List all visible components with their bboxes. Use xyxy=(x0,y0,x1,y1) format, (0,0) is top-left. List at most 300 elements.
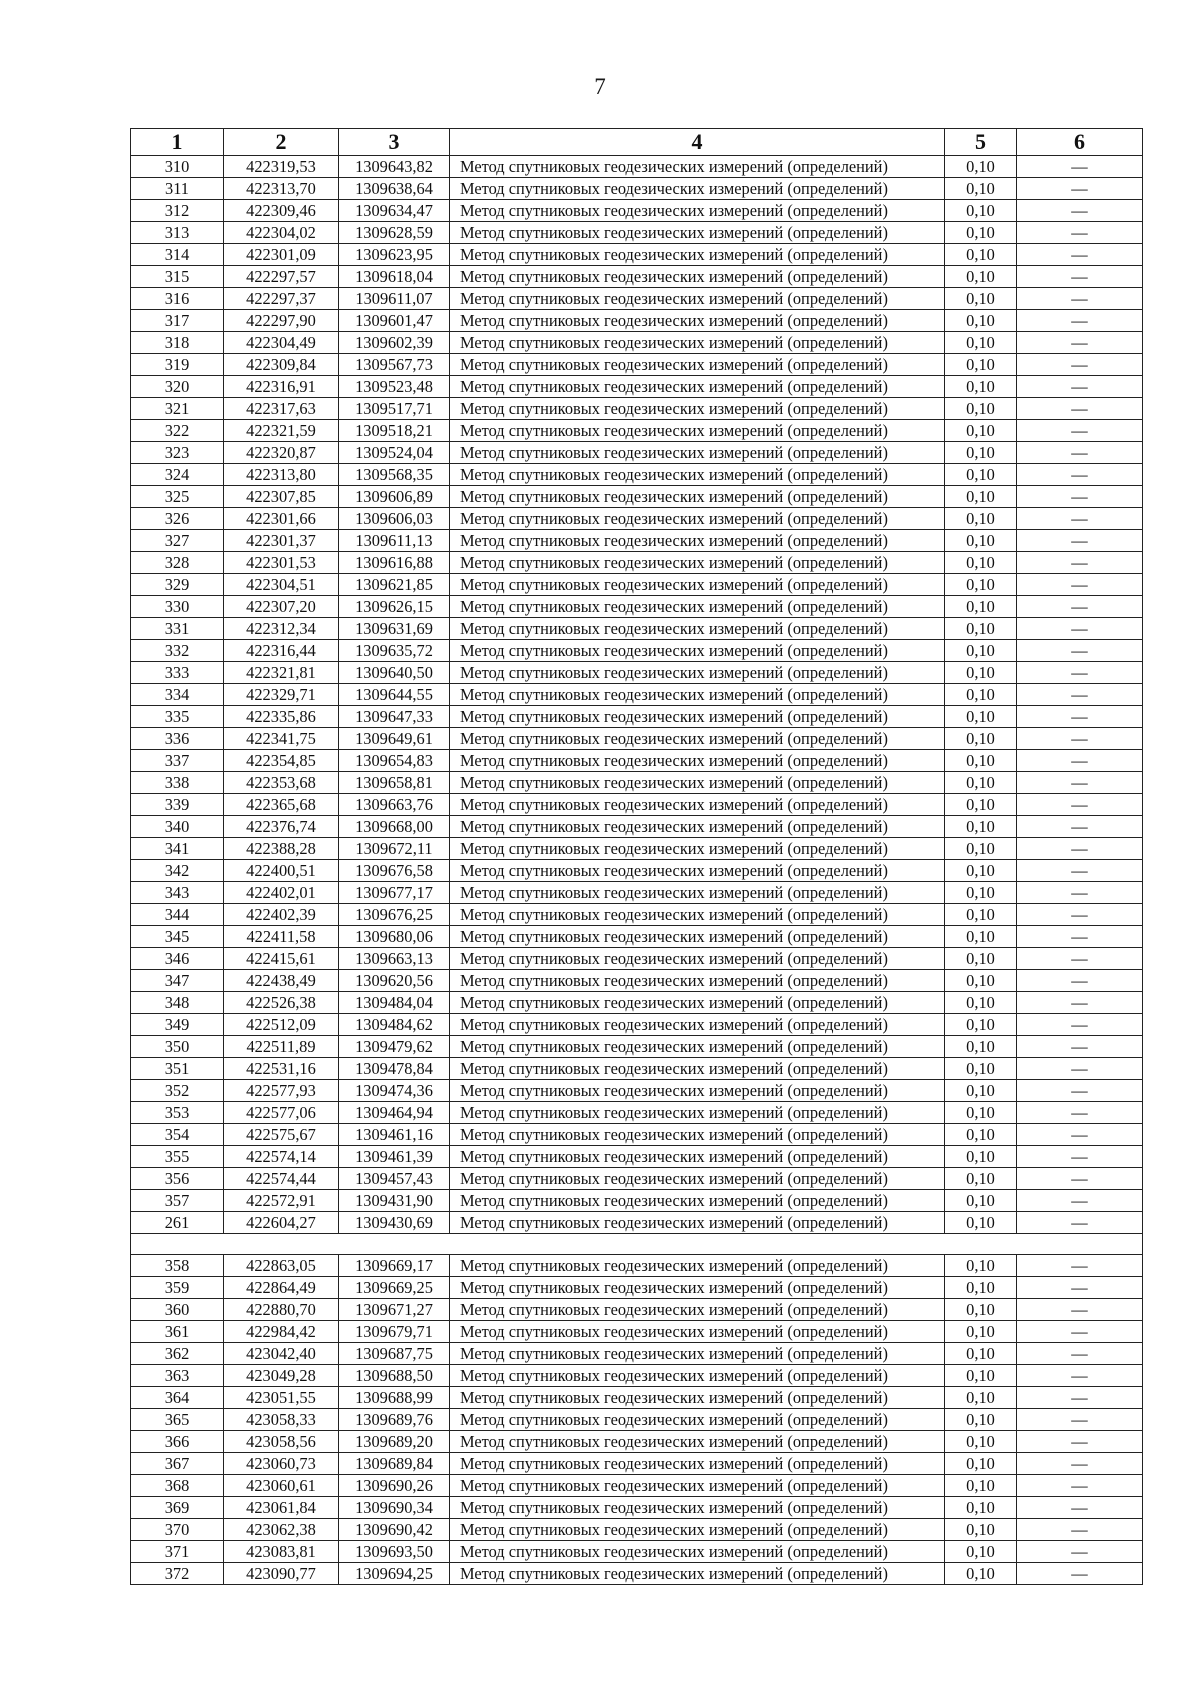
point-number-cell: 312 xyxy=(131,200,224,222)
y-coordinate-cell: 1309523,48 xyxy=(339,376,450,398)
description-cell: — xyxy=(1017,376,1143,398)
method-cell: Метод спутниковых геодезических измерений (определений) xyxy=(450,574,945,596)
point-number-cell: 365 xyxy=(131,1409,224,1431)
table-row xyxy=(131,1036,1143,1058)
description-cell: — xyxy=(1017,750,1143,772)
method-cell: Метод спутниковых геодезических измерений (определений) xyxy=(450,992,945,1014)
method-cell: Метод спутниковых геодезических измерений (определений) xyxy=(450,1299,945,1321)
description-cell: — xyxy=(1017,992,1143,1014)
table-row xyxy=(131,420,1143,442)
y-coordinate-cell: 1309649,61 xyxy=(339,728,450,750)
table-row xyxy=(131,1277,1143,1299)
method-cell: Метод спутниковых геодезических измерений (определений) xyxy=(450,882,945,904)
point-number-cell: 333 xyxy=(131,662,224,684)
y-coordinate-cell: 1309680,06 xyxy=(339,926,450,948)
x-coordinate-cell: 422297,90 xyxy=(224,310,339,332)
method-cell: Метод спутниковых геодезических измерений (определений) xyxy=(450,1431,945,1453)
method-cell: Метод спутниковых геодезических измерений (определений) xyxy=(450,1563,945,1585)
method-cell: Метод спутниковых геодезических измерений (определений) xyxy=(450,662,945,684)
point-number-cell: 261 xyxy=(131,1212,224,1234)
method-cell: Метод спутниковых геодезических измерений (определений) xyxy=(450,552,945,574)
table-row xyxy=(131,178,1143,200)
method-cell: Метод спутниковых геодезических измерений (определений) xyxy=(450,442,945,464)
table-row xyxy=(131,1431,1143,1453)
table-row xyxy=(131,1541,1143,1563)
description-cell: — xyxy=(1017,882,1143,904)
column-header: 6 xyxy=(1017,129,1143,156)
table-row xyxy=(131,1102,1143,1124)
y-coordinate-cell: 1309663,76 xyxy=(339,794,450,816)
accuracy-cell: 0,10 xyxy=(945,662,1017,684)
table-row xyxy=(131,794,1143,816)
point-number-cell: 320 xyxy=(131,376,224,398)
y-coordinate-cell: 1309689,20 xyxy=(339,1431,450,1453)
accuracy-cell: 0,10 xyxy=(945,354,1017,376)
accuracy-cell: 0,10 xyxy=(945,1299,1017,1321)
description-cell: — xyxy=(1017,1124,1143,1146)
x-coordinate-cell: 422574,44 xyxy=(224,1168,339,1190)
method-cell: Метод спутниковых геодезических измерений (определений) xyxy=(450,926,945,948)
x-coordinate-cell: 422526,38 xyxy=(224,992,339,1014)
point-number-cell: 322 xyxy=(131,420,224,442)
table-row xyxy=(131,1321,1143,1343)
x-coordinate-cell: 423090,77 xyxy=(224,1563,339,1585)
accuracy-cell: 0,10 xyxy=(945,772,1017,794)
table-body-group-a xyxy=(131,156,1143,1234)
accuracy-cell: 0,10 xyxy=(945,376,1017,398)
accuracy-cell: 0,10 xyxy=(945,1058,1017,1080)
point-number-cell: 344 xyxy=(131,904,224,926)
description-cell: — xyxy=(1017,1519,1143,1541)
x-coordinate-cell: 422316,44 xyxy=(224,640,339,662)
point-number-cell: 341 xyxy=(131,838,224,860)
method-cell: Метод спутниковых геодезических измерений (определений) xyxy=(450,244,945,266)
method-cell: Метод спутниковых геодезических измерений (определений) xyxy=(450,222,945,244)
description-cell: — xyxy=(1017,574,1143,596)
accuracy-cell: 0,10 xyxy=(945,266,1017,288)
x-coordinate-cell: 423083,81 xyxy=(224,1541,339,1563)
method-cell: Метод спутниковых геодезических измерений (определений) xyxy=(450,1212,945,1234)
y-coordinate-cell: 1309518,21 xyxy=(339,420,450,442)
point-number-cell: 335 xyxy=(131,706,224,728)
separator-cell xyxy=(131,1234,1143,1255)
point-number-cell: 321 xyxy=(131,398,224,420)
table-row xyxy=(131,1146,1143,1168)
accuracy-cell: 0,10 xyxy=(945,288,1017,310)
x-coordinate-cell: 422575,67 xyxy=(224,1124,339,1146)
x-coordinate-cell: 422312,34 xyxy=(224,618,339,640)
accuracy-cell: 0,10 xyxy=(945,398,1017,420)
point-number-cell: 325 xyxy=(131,486,224,508)
description-cell: — xyxy=(1017,728,1143,750)
x-coordinate-cell: 422376,74 xyxy=(224,816,339,838)
table-row xyxy=(131,838,1143,860)
point-number-cell: 345 xyxy=(131,926,224,948)
table-row xyxy=(131,398,1143,420)
accuracy-cell: 0,10 xyxy=(945,640,1017,662)
table-row xyxy=(131,266,1143,288)
description-cell: — xyxy=(1017,530,1143,552)
method-cell: Метод спутниковых геодезических измерений (определений) xyxy=(450,398,945,420)
accuracy-cell: 0,10 xyxy=(945,1343,1017,1365)
description-cell: — xyxy=(1017,464,1143,486)
method-cell: Метод спутниковых геодезических измерений (определений) xyxy=(450,728,945,750)
x-coordinate-cell: 422572,91 xyxy=(224,1190,339,1212)
point-number-cell: 356 xyxy=(131,1168,224,1190)
accuracy-cell: 0,10 xyxy=(945,948,1017,970)
table-row xyxy=(131,992,1143,1014)
description-cell: — xyxy=(1017,1255,1143,1277)
description-cell: — xyxy=(1017,948,1143,970)
y-coordinate-cell: 1309669,25 xyxy=(339,1277,450,1299)
x-coordinate-cell: 422304,49 xyxy=(224,332,339,354)
accuracy-cell: 0,10 xyxy=(945,596,1017,618)
x-coordinate-cell: 422512,09 xyxy=(224,1014,339,1036)
description-cell: — xyxy=(1017,794,1143,816)
y-coordinate-cell: 1309676,58 xyxy=(339,860,450,882)
description-cell: — xyxy=(1017,398,1143,420)
table-row xyxy=(131,640,1143,662)
description-cell: — xyxy=(1017,420,1143,442)
accuracy-cell: 0,10 xyxy=(945,1212,1017,1234)
description-cell: — xyxy=(1017,1321,1143,1343)
x-coordinate-cell: 422317,63 xyxy=(224,398,339,420)
y-coordinate-cell: 1309430,69 xyxy=(339,1212,450,1234)
column-header: 2 xyxy=(224,129,339,156)
y-coordinate-cell: 1309567,73 xyxy=(339,354,450,376)
y-coordinate-cell: 1309644,55 xyxy=(339,684,450,706)
method-cell: Метод спутниковых геодезических измерений (определений) xyxy=(450,794,945,816)
y-coordinate-cell: 1309694,25 xyxy=(339,1563,450,1585)
description-cell: — xyxy=(1017,1475,1143,1497)
table-row xyxy=(131,1212,1143,1234)
y-coordinate-cell: 1309524,04 xyxy=(339,442,450,464)
y-coordinate-cell: 1309616,88 xyxy=(339,552,450,574)
y-coordinate-cell: 1309689,84 xyxy=(339,1453,450,1475)
y-coordinate-cell: 1309693,50 xyxy=(339,1541,450,1563)
accuracy-cell: 0,10 xyxy=(945,1190,1017,1212)
x-coordinate-cell: 423049,28 xyxy=(224,1365,339,1387)
accuracy-cell: 0,10 xyxy=(945,970,1017,992)
method-cell: Метод спутниковых геодезических измерений (определений) xyxy=(450,1519,945,1541)
method-cell: Метод спутниковых геодезических измерений (определений) xyxy=(450,596,945,618)
table-row xyxy=(131,508,1143,530)
accuracy-cell: 0,10 xyxy=(945,1080,1017,1102)
accuracy-cell: 0,10 xyxy=(945,1541,1017,1563)
accuracy-cell: 0,10 xyxy=(945,728,1017,750)
x-coordinate-cell: 423062,38 xyxy=(224,1519,339,1541)
accuracy-cell: 0,10 xyxy=(945,926,1017,948)
method-cell: Метод спутниковых геодезических измерений (определений) xyxy=(450,1146,945,1168)
x-coordinate-cell: 422365,68 xyxy=(224,794,339,816)
accuracy-cell: 0,10 xyxy=(945,860,1017,882)
x-coordinate-cell: 422531,16 xyxy=(224,1058,339,1080)
description-cell: — xyxy=(1017,156,1143,178)
point-number-cell: 346 xyxy=(131,948,224,970)
description-cell: — xyxy=(1017,1014,1143,1036)
x-coordinate-cell: 422301,37 xyxy=(224,530,339,552)
page-number: 7 xyxy=(594,74,606,99)
method-cell: Метод спутниковых геодезических измерений (определений) xyxy=(450,970,945,992)
description-cell: — xyxy=(1017,816,1143,838)
y-coordinate-cell: 1309620,56 xyxy=(339,970,450,992)
description-cell: — xyxy=(1017,970,1143,992)
table-row xyxy=(131,816,1143,838)
description-cell: — xyxy=(1017,1365,1143,1387)
method-cell: Метод спутниковых геодезических измерений (определений) xyxy=(450,1453,945,1475)
method-cell: Метод спутниковых геодезических измерений (определений) xyxy=(450,310,945,332)
table-separator xyxy=(131,1234,1143,1255)
method-cell: Метод спутниковых геодезических измерений (определений) xyxy=(450,904,945,926)
table-row xyxy=(131,200,1143,222)
table-row xyxy=(131,1365,1143,1387)
method-cell: Метод спутниковых геодезических измерений (определений) xyxy=(450,1168,945,1190)
accuracy-cell: 0,10 xyxy=(945,1146,1017,1168)
point-number-cell: 358 xyxy=(131,1255,224,1277)
x-coordinate-cell: 422604,27 xyxy=(224,1212,339,1234)
method-cell: Метод спутниковых геодезических измерений (определений) xyxy=(450,1255,945,1277)
x-coordinate-cell: 422313,70 xyxy=(224,178,339,200)
table-row xyxy=(131,1453,1143,1475)
y-coordinate-cell: 1309457,43 xyxy=(339,1168,450,1190)
description-cell: — xyxy=(1017,552,1143,574)
x-coordinate-cell: 422402,01 xyxy=(224,882,339,904)
x-coordinate-cell: 423051,55 xyxy=(224,1387,339,1409)
point-number-cell: 332 xyxy=(131,640,224,662)
x-coordinate-cell: 423060,73 xyxy=(224,1453,339,1475)
y-coordinate-cell: 1309626,15 xyxy=(339,596,450,618)
description-cell: — xyxy=(1017,244,1143,266)
description-cell: — xyxy=(1017,508,1143,530)
point-number-cell: 352 xyxy=(131,1080,224,1102)
table-row xyxy=(131,1475,1143,1497)
y-coordinate-cell: 1309623,95 xyxy=(339,244,450,266)
x-coordinate-cell: 423060,61 xyxy=(224,1475,339,1497)
accuracy-cell: 0,10 xyxy=(945,200,1017,222)
x-coordinate-cell: 422307,20 xyxy=(224,596,339,618)
table-row xyxy=(131,1168,1143,1190)
y-coordinate-cell: 1309654,83 xyxy=(339,750,450,772)
description-cell: — xyxy=(1017,442,1143,464)
table-row xyxy=(131,288,1143,310)
accuracy-cell: 0,10 xyxy=(945,420,1017,442)
point-number-cell: 323 xyxy=(131,442,224,464)
y-coordinate-cell: 1309643,82 xyxy=(339,156,450,178)
method-cell: Метод спутниковых геодезических измерений (определений) xyxy=(450,618,945,640)
x-coordinate-cell: 423061,84 xyxy=(224,1497,339,1519)
description-cell: — xyxy=(1017,1453,1143,1475)
table-row xyxy=(131,882,1143,904)
x-coordinate-cell: 422341,75 xyxy=(224,728,339,750)
x-coordinate-cell: 423058,56 xyxy=(224,1431,339,1453)
point-number-cell: 317 xyxy=(131,310,224,332)
y-coordinate-cell: 1309689,76 xyxy=(339,1409,450,1431)
method-cell: Метод спутниковых геодезических измерений (определений) xyxy=(450,816,945,838)
table-row xyxy=(131,1299,1143,1321)
point-number-cell: 316 xyxy=(131,288,224,310)
method-cell: Метод спутниковых геодезических измерений (определений) xyxy=(450,1409,945,1431)
x-coordinate-cell: 422301,53 xyxy=(224,552,339,574)
description-cell: — xyxy=(1017,1168,1143,1190)
accuracy-cell: 0,10 xyxy=(945,1497,1017,1519)
y-coordinate-cell: 1309690,26 xyxy=(339,1475,450,1497)
column-header: 3 xyxy=(339,129,450,156)
method-cell: Метод спутниковых геодезических измерений (определений) xyxy=(450,860,945,882)
point-number-cell: 355 xyxy=(131,1146,224,1168)
y-coordinate-cell: 1309464,94 xyxy=(339,1102,450,1124)
y-coordinate-cell: 1309601,47 xyxy=(339,310,450,332)
y-coordinate-cell: 1309669,17 xyxy=(339,1255,450,1277)
y-coordinate-cell: 1309663,13 xyxy=(339,948,450,970)
method-cell: Метод спутниковых геодезических измерений (определений) xyxy=(450,464,945,486)
accuracy-cell: 0,10 xyxy=(945,1519,1017,1541)
table-row xyxy=(131,904,1143,926)
table-row xyxy=(131,1563,1143,1585)
table-row xyxy=(131,376,1143,398)
coordinates-table xyxy=(130,128,1143,1585)
x-coordinate-cell: 422880,70 xyxy=(224,1299,339,1321)
y-coordinate-cell: 1309687,75 xyxy=(339,1343,450,1365)
point-number-cell: 319 xyxy=(131,354,224,376)
point-number-cell: 324 xyxy=(131,464,224,486)
accuracy-cell: 0,10 xyxy=(945,1453,1017,1475)
separator-row xyxy=(131,1234,1143,1255)
y-coordinate-cell: 1309611,07 xyxy=(339,288,450,310)
table-row xyxy=(131,552,1143,574)
table-row xyxy=(131,706,1143,728)
method-cell: Метод спутниковых геодезических измерений (определений) xyxy=(450,178,945,200)
y-coordinate-cell: 1309618,04 xyxy=(339,266,450,288)
x-coordinate-cell: 422574,14 xyxy=(224,1146,339,1168)
table-row xyxy=(131,244,1143,266)
x-coordinate-cell: 422320,87 xyxy=(224,442,339,464)
description-cell: — xyxy=(1017,1563,1143,1585)
x-coordinate-cell: 422402,39 xyxy=(224,904,339,926)
table-row xyxy=(131,574,1143,596)
x-coordinate-cell: 423058,33 xyxy=(224,1409,339,1431)
accuracy-cell: 0,10 xyxy=(945,530,1017,552)
method-cell: Метод спутниковых геодезических измерений (определений) xyxy=(450,1497,945,1519)
accuracy-cell: 0,10 xyxy=(945,1124,1017,1146)
accuracy-cell: 0,10 xyxy=(945,552,1017,574)
point-number-cell: 357 xyxy=(131,1190,224,1212)
accuracy-cell: 0,10 xyxy=(945,244,1017,266)
x-coordinate-cell: 422577,06 xyxy=(224,1102,339,1124)
method-cell: Метод спутниковых геодезических измерений (определений) xyxy=(450,1387,945,1409)
accuracy-cell: 0,10 xyxy=(945,882,1017,904)
table-row xyxy=(131,486,1143,508)
method-cell: Метод спутниковых геодезических измерений (определений) xyxy=(450,530,945,552)
point-number-cell: 371 xyxy=(131,1541,224,1563)
x-coordinate-cell: 422307,85 xyxy=(224,486,339,508)
y-coordinate-cell: 1309647,33 xyxy=(339,706,450,728)
table-row xyxy=(131,156,1143,178)
description-cell: — xyxy=(1017,772,1143,794)
method-cell: Метод спутниковых геодезических измерений (определений) xyxy=(450,706,945,728)
table-row xyxy=(131,1014,1143,1036)
description-cell: — xyxy=(1017,288,1143,310)
table-row xyxy=(131,860,1143,882)
point-number-cell: 313 xyxy=(131,222,224,244)
accuracy-cell: 0,10 xyxy=(945,992,1017,1014)
table-row xyxy=(131,1080,1143,1102)
description-cell: — xyxy=(1017,266,1143,288)
point-number-cell: 310 xyxy=(131,156,224,178)
accuracy-cell: 0,10 xyxy=(945,1431,1017,1453)
x-coordinate-cell: 422863,05 xyxy=(224,1255,339,1277)
y-coordinate-cell: 1309690,42 xyxy=(339,1519,450,1541)
y-coordinate-cell: 1309484,04 xyxy=(339,992,450,1014)
method-cell: Метод спутниковых геодезических измерений (определений) xyxy=(450,1277,945,1299)
method-cell: Метод спутниковых геодезических измерений (определений) xyxy=(450,750,945,772)
point-number-cell: 336 xyxy=(131,728,224,750)
description-cell: — xyxy=(1017,904,1143,926)
y-coordinate-cell: 1309677,17 xyxy=(339,882,450,904)
description-cell: — xyxy=(1017,926,1143,948)
accuracy-cell: 0,10 xyxy=(945,1168,1017,1190)
table-row xyxy=(131,332,1143,354)
x-coordinate-cell: 423042,40 xyxy=(224,1343,339,1365)
table-row xyxy=(131,1255,1143,1277)
description-cell: — xyxy=(1017,1080,1143,1102)
y-coordinate-cell: 1309606,89 xyxy=(339,486,450,508)
y-coordinate-cell: 1309478,84 xyxy=(339,1058,450,1080)
method-cell: Метод спутниковых геодезических измерений (определений) xyxy=(450,838,945,860)
y-coordinate-cell: 1309668,00 xyxy=(339,816,450,838)
point-number-cell: 364 xyxy=(131,1387,224,1409)
column-header: 4 xyxy=(450,129,945,156)
y-coordinate-cell: 1309611,13 xyxy=(339,530,450,552)
table-row xyxy=(131,1190,1143,1212)
accuracy-cell: 0,10 xyxy=(945,574,1017,596)
table-body-group-b xyxy=(131,1255,1143,1585)
y-coordinate-cell: 1309690,34 xyxy=(339,1497,450,1519)
x-coordinate-cell: 422309,84 xyxy=(224,354,339,376)
description-cell: — xyxy=(1017,706,1143,728)
method-cell: Метод спутниковых геодезических измерений (определений) xyxy=(450,1014,945,1036)
accuracy-cell: 0,10 xyxy=(945,1365,1017,1387)
x-coordinate-cell: 422321,81 xyxy=(224,662,339,684)
description-cell: — xyxy=(1017,1299,1143,1321)
method-cell: Метод спутниковых геодезических измерений (определений) xyxy=(450,508,945,530)
method-cell: Метод спутниковых геодезических измерений (определений) xyxy=(450,1102,945,1124)
point-number-cell: 366 xyxy=(131,1431,224,1453)
method-cell: Метод спутниковых геодезических измерений (определений) xyxy=(450,354,945,376)
accuracy-cell: 0,10 xyxy=(945,156,1017,178)
y-coordinate-cell: 1309658,81 xyxy=(339,772,450,794)
point-number-cell: 331 xyxy=(131,618,224,640)
description-cell: — xyxy=(1017,486,1143,508)
description-cell: — xyxy=(1017,662,1143,684)
description-cell: — xyxy=(1017,222,1143,244)
table-header-row xyxy=(131,129,1143,156)
accuracy-cell: 0,10 xyxy=(945,838,1017,860)
description-cell: — xyxy=(1017,1036,1143,1058)
method-cell: Метод спутниковых геодезических измерений (определений) xyxy=(450,1036,945,1058)
method-cell: Метод спутниковых геодезических измерений (определений) xyxy=(450,640,945,662)
method-cell: Метод спутниковых геодезических измерений (определений) xyxy=(450,684,945,706)
y-coordinate-cell: 1309628,59 xyxy=(339,222,450,244)
accuracy-cell: 0,10 xyxy=(945,706,1017,728)
accuracy-cell: 0,10 xyxy=(945,750,1017,772)
description-cell: — xyxy=(1017,1102,1143,1124)
method-cell: Метод спутниковых геодезических измерений (определений) xyxy=(450,376,945,398)
point-number-cell: 361 xyxy=(131,1321,224,1343)
point-number-cell: 327 xyxy=(131,530,224,552)
method-cell: Метод спутниковых геодезических измерений (определений) xyxy=(450,1124,945,1146)
point-number-cell: 342 xyxy=(131,860,224,882)
y-coordinate-cell: 1309484,62 xyxy=(339,1014,450,1036)
